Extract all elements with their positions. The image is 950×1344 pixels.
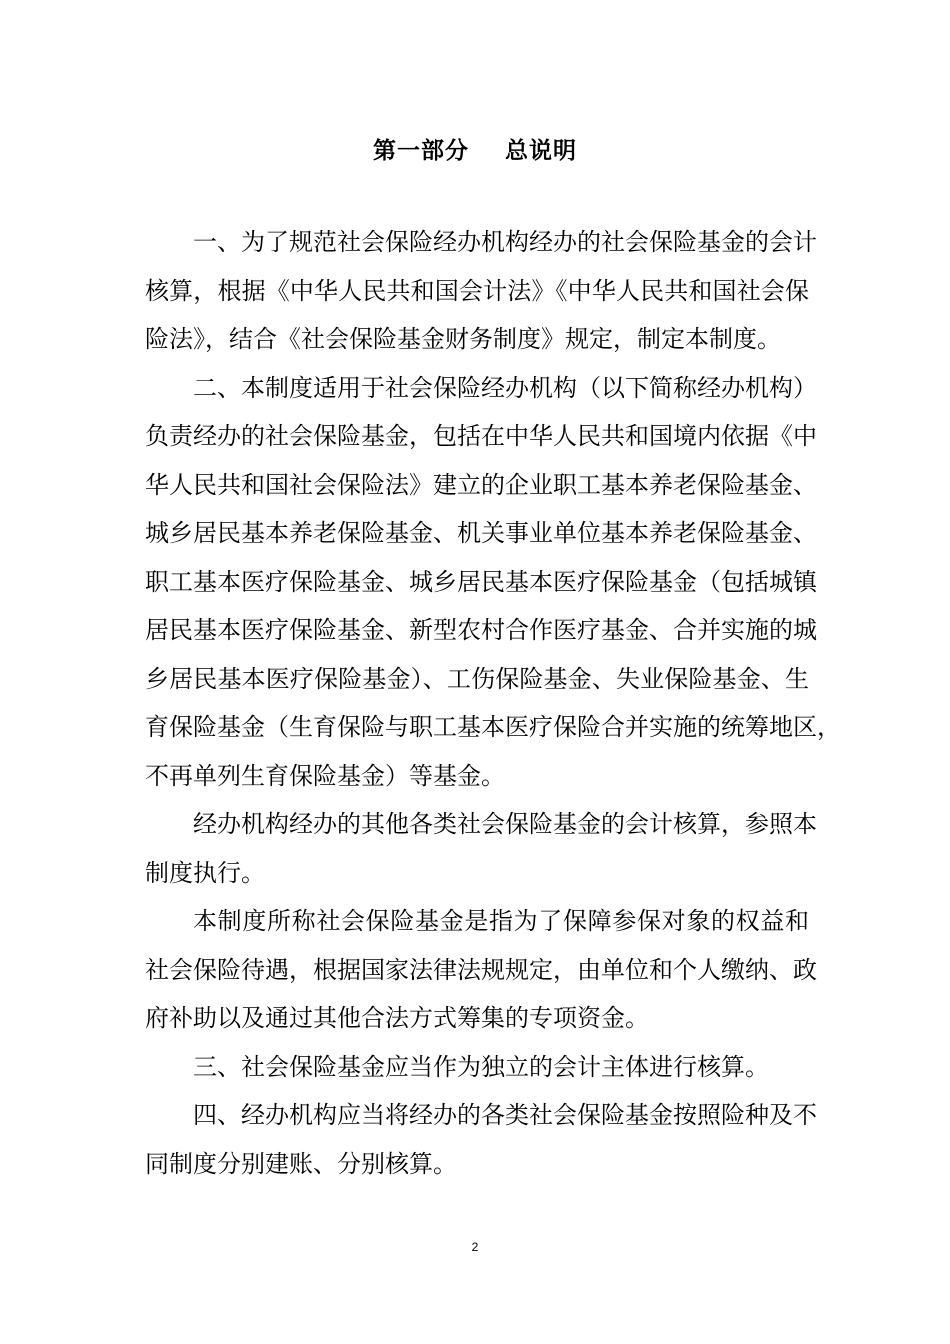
text-line: 负责经办的社会保险基金，包括在中华人民共和国境内依据《中 <box>145 422 817 450</box>
section-title: 第一部分 总说明 <box>372 138 578 164</box>
text-line: 核算，根据《中华人民共和国会计法》《中华人民共和国社会保 <box>145 276 809 305</box>
text-line: 社会保险待遇，根据国家法律法规规定，由单位和个人缴纳、政 <box>145 955 817 984</box>
text-line: 一、为了规范社会保险经办机构经办的社会保险基金的会计 <box>193 228 817 256</box>
text-line: 四、经办机构应当将经办的各类社会保险基金按照险种及不 <box>193 1101 817 1129</box>
text-line: 职工基本医疗保险基金、城乡居民基本医疗保险基金（包括城镇 <box>145 567 817 596</box>
text-line: 本制度所称社会保险基金是指为了保障参保对象的权益和 <box>193 907 809 935</box>
text-line: 险法》，结合《社会保险基金财务制度》规定，制定本制度。 <box>145 325 781 353</box>
text-line: 居民基本医疗保险基金、新型农村合作医疗基金、合并实施的城 <box>145 616 817 644</box>
text-line: 华人民共和国社会保险法》建立的企业职工基本养老保险基金、 <box>145 470 817 499</box>
body-text <box>145 218 841 1188</box>
page-number: 2 <box>471 1240 479 1254</box>
text-line: 城乡居民基本养老保险基金、机关事业单位基本养老保险基金、 <box>145 519 817 547</box>
text-line: 二、本制度适用于社会保险经办机构（以下简称经办机构） <box>193 373 817 402</box>
text-line: 三、社会保险基金应当作为独立的会计主体进行核算。 <box>193 1052 769 1081</box>
text-line: 不再单列生育保险基金）等基金。 <box>145 761 505 790</box>
text-line: 府补助以及通过其他合法方式筹集的专项资金。 <box>145 1004 649 1032</box>
text-line: 制度执行。 <box>145 858 265 887</box>
text-line: 同制度分别建账、分别核算。 <box>145 1149 457 1178</box>
text-line: 经办机构经办的其他各类社会保险基金的会计核算，参照本 <box>193 810 817 838</box>
text-line: 乡居民基本医疗保险基金）、工伤保险基金、失业保险基金、生 <box>145 664 809 693</box>
text-line: 育保险基金（生育保险与职工基本医疗保险合并实施的统筹地区， <box>145 713 841 741</box>
